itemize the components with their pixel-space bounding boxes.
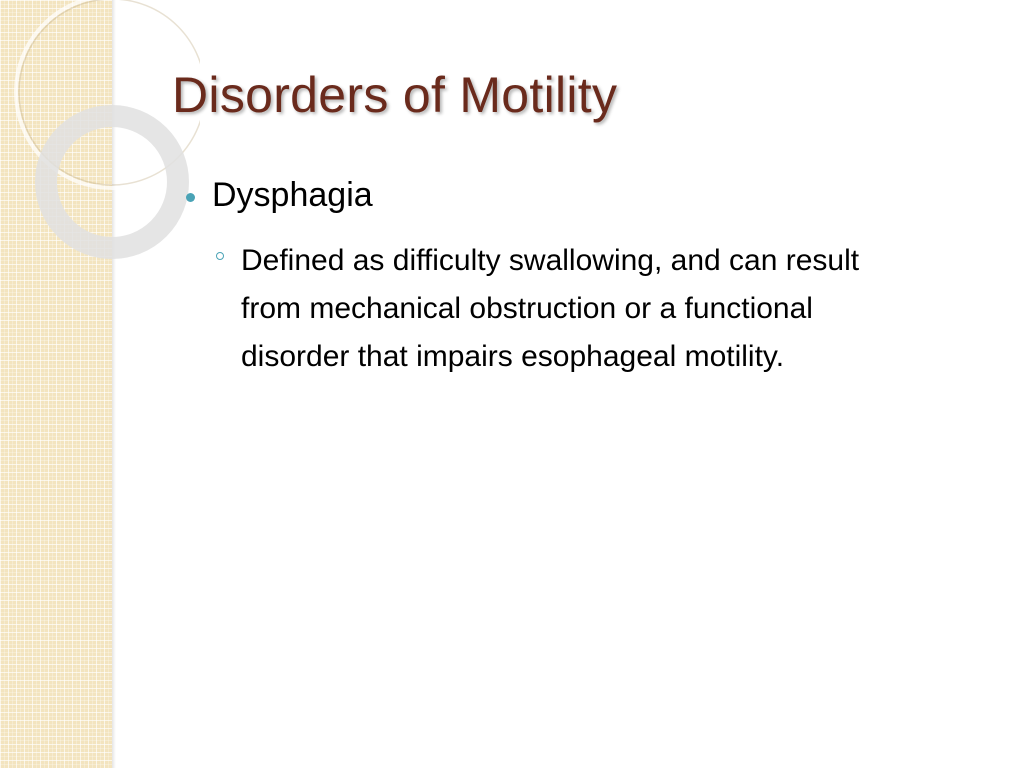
sub-bullet-line: disorder that impairs esophageal motility.: [241, 340, 785, 373]
sub-bullet-ring-icon: [216, 252, 224, 260]
sub-bullet-line: from mechanical obstruction or a functional: [241, 292, 813, 325]
slide-title: Disorders of Motility: [172, 67, 618, 123]
decorative-ring-small: [46, 116, 178, 248]
bullet-item-dysphagia: [186, 176, 373, 215]
sub-bullet-line: Defined as difficulty swallowing, and can result: [241, 244, 860, 277]
decorative-rings: [0, 0, 200, 260]
bullet-text: Dysphagia: [212, 176, 373, 214]
sub-bullet-text: [241, 237, 1001, 381]
sub-bullet-item-definition: [216, 237, 1001, 381]
bullet-dot-icon: [186, 193, 195, 202]
